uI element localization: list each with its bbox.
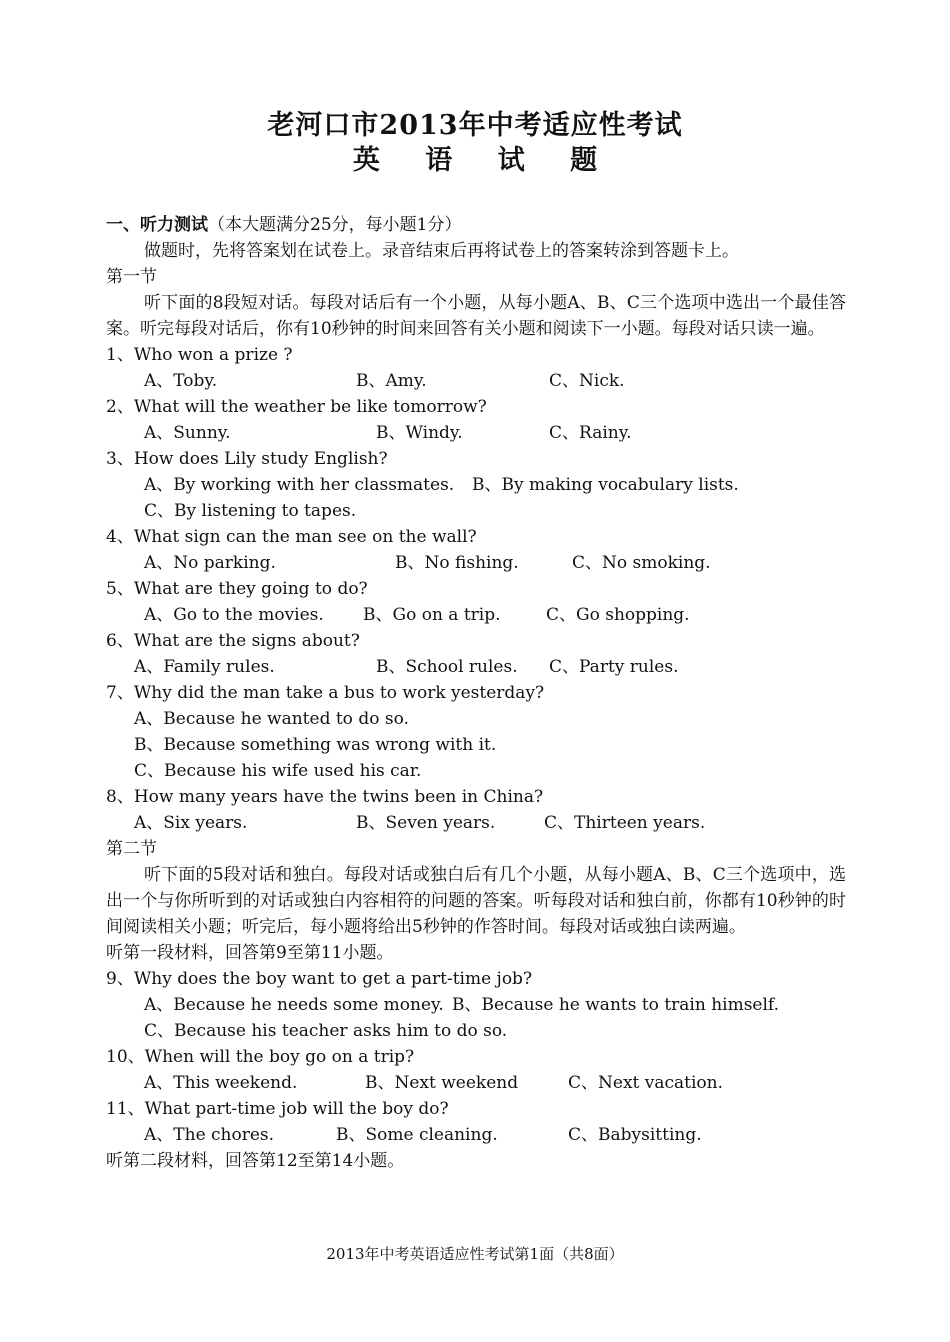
question-7-option-c — [106, 758, 846, 784]
option-c: C、Thirteen years. — [544, 813, 706, 833]
option-c: C、Next vacation. — [568, 1073, 724, 1093]
option-c: C、Party rules. — [549, 657, 679, 677]
section-heading — [106, 212, 846, 238]
question-3-options-ab — [106, 472, 846, 498]
option-c: C、Babysitting. — [568, 1125, 702, 1145]
section-instruction: 做题时，先将答案划在试卷上。录音结束后再将试卷上的答案转涂到答题卡上。 — [144, 241, 739, 261]
section-heading-note: （本大题满分25分，每小题1分） — [208, 215, 462, 235]
question-7-option-b — [106, 732, 846, 758]
option-b: B、Go on a trip. — [363, 605, 501, 625]
question-2: 2、What will the weather be like tomorrow? — [106, 397, 487, 417]
option-b: B、Windy. — [376, 423, 463, 443]
option-b: B、Amy. — [356, 371, 427, 391]
question-11-options — [106, 1122, 846, 1148]
option-a: A、Go to the movies. — [144, 605, 324, 625]
option-c: C、Because his wife used his car. — [134, 761, 422, 781]
option-b: B、School rules. — [376, 657, 518, 677]
part2-instruction: 听下面的5段对话和独白。每段对话或独白后有几个小题，从每小题A、B、C三个选项中，选出一个与你所听到的对话或独白内容相符的问题的答案。听每段对话和独白前，你都有10秒钟的时间阅读相关小题；听完后，每小题将给出5秒钟的作答时间。每段对话或独白读两遍。 — [106, 865, 846, 937]
option-c: C、No smoking. — [572, 553, 711, 573]
option-a: A、No parking. — [144, 553, 276, 573]
question-7-option-a — [106, 706, 846, 732]
question-1-options — [106, 368, 846, 394]
question-6: 6、What are the signs about? — [106, 631, 360, 651]
exam-content — [106, 212, 846, 1174]
question-4: 4、What sign can the man see on the wall? — [106, 527, 477, 547]
option-c: C、Because his teacher asks him to do so. — [144, 1021, 508, 1041]
option-a: A、The chores. — [144, 1125, 275, 1145]
section-heading-label: 一、听力测试 — [106, 215, 208, 235]
question-8-options — [106, 810, 846, 836]
option-a: A、Family rules. — [134, 657, 275, 677]
question-10-options — [106, 1070, 846, 1096]
question-3: 3、How does Lily study English? — [106, 449, 388, 469]
option-a: A、This weekend. — [144, 1073, 298, 1093]
option-b: B、Seven years. — [356, 813, 496, 833]
exam-subject-title: 英 语 试 题 — [352, 145, 616, 176]
question-5: 5、What are they going to do? — [106, 579, 368, 599]
question-3-options-c — [106, 498, 846, 524]
question-9: 9、Why does the boy want to get a part-time job? — [106, 969, 533, 989]
part1-label: 第一节 — [106, 267, 157, 287]
question-2-options — [106, 420, 846, 446]
question-9-options-c — [106, 1018, 846, 1044]
part2-label: 第二节 — [106, 839, 157, 859]
question-11: 11、What part-time job will the boy do? — [106, 1099, 449, 1119]
exam-title: 老河口市2013年中考适应性考试 — [267, 110, 683, 141]
option-a: A、Because he needs some money. — [144, 995, 444, 1015]
option-a: A、Sunny. — [144, 423, 231, 443]
option-a: A、Six years. — [134, 813, 248, 833]
option-b: B、Because he wants to train himself. — [452, 995, 780, 1015]
option-c: C、Rainy. — [549, 423, 632, 443]
option-a: A、By working with her classmates. — [144, 475, 455, 495]
question-1: 1、Who won a prize ? — [106, 345, 293, 365]
option-a: A、Because he wanted to do so. — [134, 709, 409, 729]
option-c: C、By listening to tapes. — [144, 501, 357, 521]
option-c: C、Go shopping. — [546, 605, 690, 625]
question-6-options — [106, 654, 846, 680]
option-c: C、Nick. — [549, 371, 625, 391]
material1-note: 听第一段材料，回答第9至第11小题。 — [106, 943, 394, 963]
option-b: B、No fishing. — [395, 553, 519, 573]
question-5-options — [106, 602, 846, 628]
page-footer: 2013年中考英语适应性考试第1面（共8面） — [326, 1245, 624, 1263]
option-b: B、Some cleaning. — [336, 1125, 498, 1145]
part1-instruction: 听下面的8段短对话。每段对话后有一个小题，从每小题A、B、C三个选项中选出一个最佳答案。听完每段对话后，你有10秒钟的时间来回答有关小题和阅读下一小题。每段对话只读一遍。 — [106, 293, 846, 339]
option-b: B、Because something was wrong with it. — [134, 735, 497, 755]
question-8: 8、How many years have the twins been in China? — [106, 787, 544, 807]
question-9-options-ab — [106, 992, 846, 1018]
question-10: 10、When will the boy go on a trip? — [106, 1047, 415, 1067]
option-b: B、By making vocabulary lists. — [472, 475, 739, 495]
option-a: A、Toby. — [144, 371, 218, 391]
question-7: 7、Why did the man take a bus to work yesterday? — [106, 683, 545, 703]
option-b: B、Next weekend — [365, 1073, 519, 1093]
question-4-options — [106, 550, 846, 576]
material2-note: 听第二段材料，回答第12至第14小题。 — [106, 1151, 405, 1171]
